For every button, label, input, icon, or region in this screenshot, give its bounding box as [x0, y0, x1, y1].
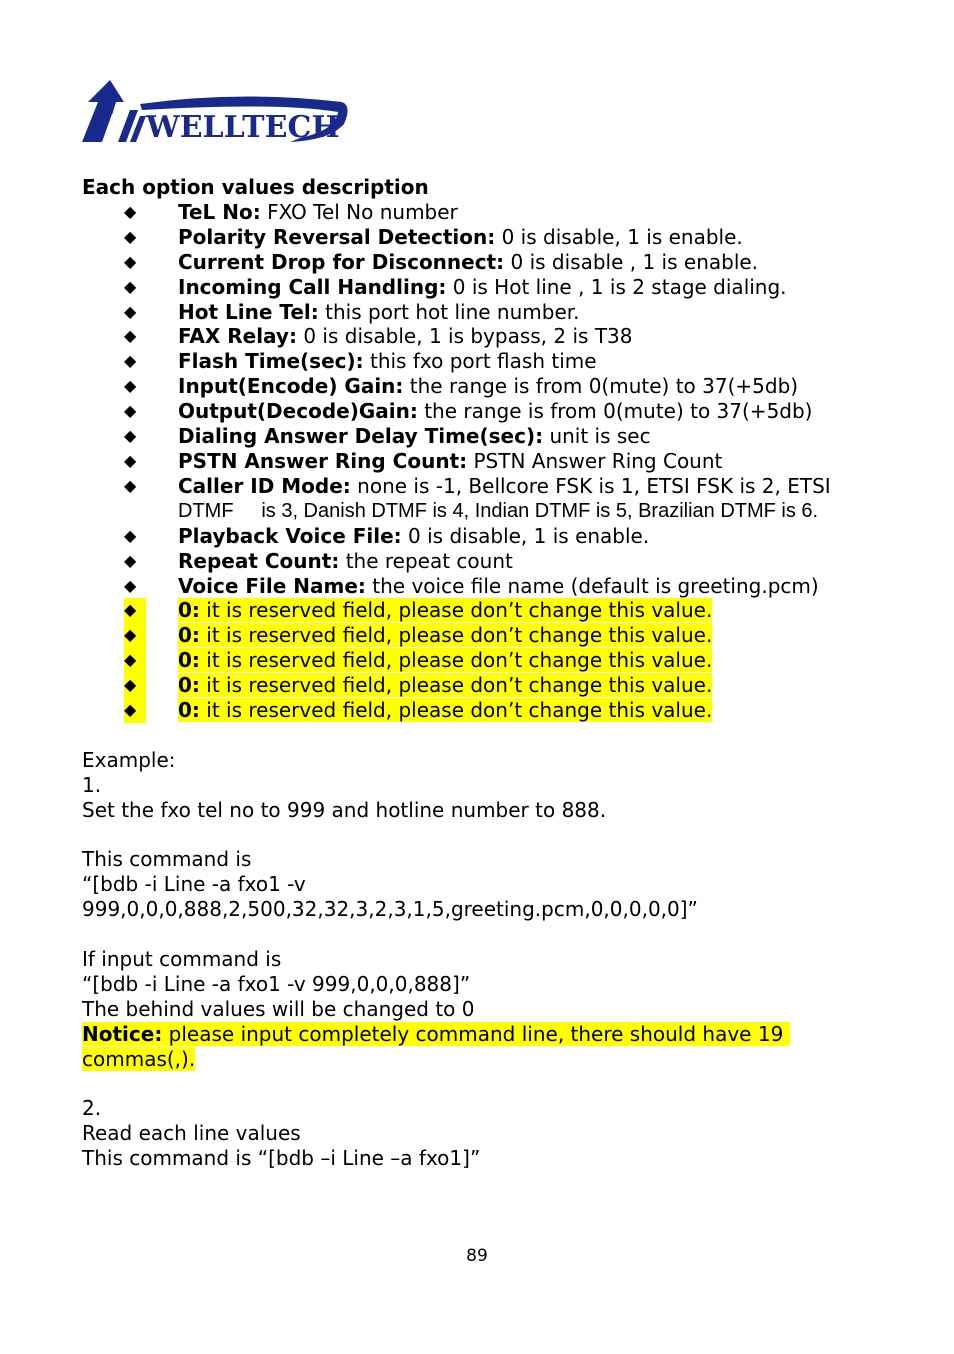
option-label: Output(Decode)Gain:: [178, 399, 418, 424]
option-item: [82, 549, 882, 574]
behind-values-note: The behind values will be changed to 0: [82, 996, 475, 1021]
option-item: [82, 524, 882, 549]
option-item: [82, 424, 882, 449]
diamond-bullet-icon: ◆: [124, 351, 137, 371]
option-label: Hot Line Tel:: [178, 299, 319, 324]
option-description: 0 is disable, 1 is bypass, 2 is T38: [303, 324, 633, 349]
option-description: 0 is disable , 1 is enable.: [510, 249, 759, 274]
option-label: Polarity Reversal Detection:: [178, 224, 496, 249]
option-label: Playback Voice File:: [178, 523, 402, 548]
document-body: [82, 175, 882, 1171]
option-label: Caller ID Mode:: [178, 473, 351, 498]
option-description: 0 is disable, 1 is enable.: [501, 224, 743, 249]
option-description: the range is from 0(mute) to 37(+5db): [409, 374, 799, 399]
option-label: 0:: [178, 648, 200, 673]
command-line-2: 999,0,0,0,888,2,500,32,32,3,2,3,1,5,greeting.pcm,0,0,0,0,0]”: [82, 897, 698, 922]
diamond-bullet-icon: ◆: [124, 376, 137, 396]
diamond-bullet-icon: ◆: [124, 673, 146, 698]
welltech-logo-graphic: [80, 80, 352, 144]
option-item: [82, 250, 882, 275]
option-item: [82, 474, 882, 524]
option-label: PSTN Answer Ring Count:: [178, 448, 468, 473]
option-label: Repeat Count:: [178, 548, 340, 573]
option-description: it is reserved field, please don’t change this value.: [206, 623, 713, 648]
diamond-bullet-icon: ◆: [124, 475, 137, 495]
example-1-description: Set the fxo tel no to 999 and hotline number to 888.: [82, 797, 607, 822]
example-2-description: Read each line values: [82, 1121, 301, 1146]
option-description: the repeat count: [345, 548, 513, 573]
option-label: Dialing Answer Delay Time(sec):: [178, 424, 544, 449]
notice-label: Notice:: [82, 1021, 163, 1046]
diamond-bullet-icon: ◆: [124, 326, 137, 346]
option-item: [82, 324, 882, 349]
option-label: Flash Time(sec):: [178, 349, 364, 374]
diamond-bullet-icon: ◆: [124, 201, 137, 221]
option-description: it is reserved field, please don’t change this value.: [206, 673, 713, 698]
option-label: Voice File Name:: [178, 573, 366, 598]
option-description: it is reserved field, please don’t change this value.: [206, 698, 713, 723]
option-label: TeL No:: [178, 199, 261, 224]
option-item: [82, 399, 882, 424]
notice-line-1: [82, 1022, 882, 1047]
option-item: [82, 673, 882, 698]
option-item: [82, 374, 882, 399]
diamond-bullet-icon: ◆: [124, 648, 146, 673]
page-number: 89: [466, 1246, 488, 1266]
option-label: FAX Relay:: [178, 324, 297, 349]
option-description: this port hot line number.: [325, 299, 580, 324]
option-label: Current Drop for Disconnect:: [178, 249, 505, 274]
option-description: the range is from 0(mute) to 37(+5db): [424, 399, 813, 424]
option-item: [82, 200, 882, 225]
option-description: it is reserved field, please don’t change this value.: [206, 648, 713, 673]
option-item: [82, 275, 882, 300]
example-title: Example:: [82, 747, 176, 772]
command-intro: This command is: [82, 847, 252, 872]
example-2-number: 2.: [82, 1096, 102, 1121]
option-label: 0:: [178, 623, 200, 648]
option-item: [82, 598, 882, 623]
diamond-bullet-icon: ◆: [124, 226, 137, 246]
welltech-logo: [80, 80, 352, 144]
option-item: [82, 574, 882, 599]
option-label: 0:: [178, 598, 200, 623]
diamond-bullet-icon: ◆: [124, 550, 137, 570]
option-item: [82, 349, 882, 374]
option-description: it is reserved field, please don’t change this value.: [206, 598, 713, 623]
diamond-bullet-icon: ◆: [124, 598, 146, 623]
option-label: Incoming Call Handling:: [178, 274, 447, 299]
option-description: 0 is Hot line , 1 is 2 stage dialing.: [452, 274, 787, 299]
diamond-bullet-icon: ◆: [124, 623, 146, 648]
option-description: PSTN Answer Ring Count: [473, 448, 723, 473]
example-2-command: This command is “[bdb –i Line –a fxo1]”: [82, 1146, 481, 1171]
option-label: 0:: [178, 698, 200, 723]
input-command: “[bdb -i Line -a fxo1 -v 999,0,0,0,888]”: [82, 971, 471, 996]
notice-text-2: commas(,).: [82, 1046, 196, 1071]
diamond-bullet-icon: ◆: [124, 276, 137, 296]
option-list: [82, 200, 882, 723]
diamond-bullet-icon: ◆: [124, 698, 146, 723]
option-item: [82, 449, 882, 474]
option-description: FXO Tel No number: [267, 199, 458, 224]
option-item: [82, 623, 882, 648]
option-description: the voice file name (default is greeting.pcm): [372, 573, 819, 598]
notice-line-2: [82, 1047, 882, 1072]
diamond-bullet-icon: ◆: [124, 301, 137, 321]
diamond-bullet-icon: ◆: [124, 401, 137, 421]
option-item: [82, 300, 882, 325]
section-heading: Each option values description: [82, 175, 429, 199]
option-item: [82, 648, 882, 673]
command-line-1: “[bdb -i Line -a fxo1 -v: [82, 872, 306, 897]
logo-wordmark: WELLTECH: [146, 110, 340, 144]
option-item: [82, 698, 882, 723]
option-label: Input(Encode) Gain:: [178, 374, 404, 399]
option-item: [82, 225, 882, 250]
option-label: 0:: [178, 673, 200, 698]
notice-text-1: please input completely command line, there should have 19: [168, 1021, 784, 1046]
option-description-continued: DTMF is 3, Danish DTMF is 4, Indian DTMF is 5, Brazilian DTMF is 6.: [178, 499, 819, 522]
example-1-number: 1.: [82, 772, 102, 797]
input-intro: If input command is: [82, 947, 282, 972]
diamond-bullet-icon: ◆: [124, 450, 137, 470]
diamond-bullet-icon: ◆: [124, 251, 137, 271]
diamond-bullet-icon: ◆: [124, 426, 137, 446]
option-description: unit is sec: [549, 424, 651, 449]
option-description: this fxo port flash time: [369, 349, 597, 374]
option-description: none is -1, Bellcore FSK is 1, ETSI FSK is 2, ETSI: [357, 473, 831, 498]
diamond-bullet-icon: ◆: [124, 525, 137, 545]
option-description: 0 is disable, 1 is enable.: [408, 523, 650, 548]
diamond-bullet-icon: ◆: [124, 575, 137, 595]
